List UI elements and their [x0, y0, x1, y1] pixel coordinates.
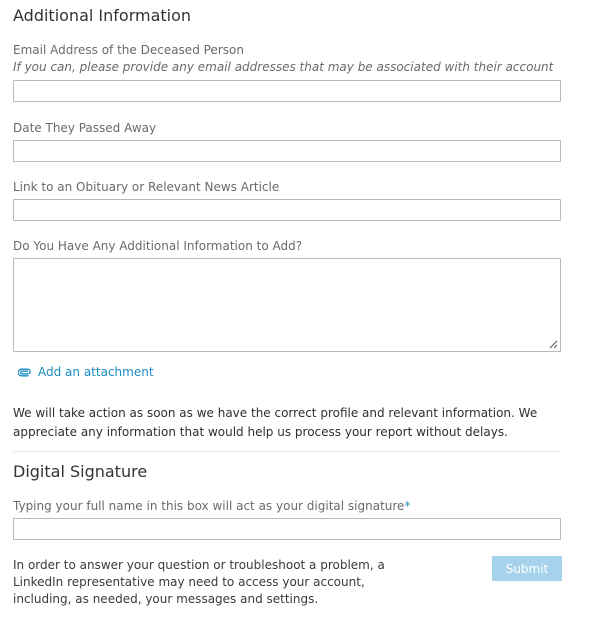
required-asterisk: * — [404, 499, 411, 513]
paperclip-icon — [18, 368, 31, 377]
signature-label-text: Typing your full name in this box will act as your digital signature — [13, 499, 405, 513]
date-passed-input[interactable] — [13, 140, 561, 162]
resize-grip-icon[interactable] — [548, 339, 558, 349]
add-attachment-label: Add an attachment — [38, 365, 154, 379]
obituary-link-input[interactable] — [13, 199, 561, 221]
submit-button[interactable]: Submit — [492, 556, 562, 581]
additional-information-heading: Additional Information — [13, 6, 192, 25]
signature-input[interactable] — [13, 518, 561, 540]
email-label: Email Address of the Deceased Person — [13, 43, 244, 57]
section-divider — [13, 451, 560, 452]
date-passed-label: Date They Passed Away — [13, 121, 157, 135]
signature-label — [13, 498, 410, 514]
email-hint: If you can, please provide any email addresses that may be associated with their account — [13, 60, 554, 74]
add-attachment-link[interactable] — [18, 364, 154, 380]
email-input[interactable] — [13, 80, 561, 102]
obituary-link-label: Link to an Obituary or Relevant News Article — [13, 180, 280, 194]
additional-info-textarea[interactable] — [13, 258, 561, 352]
digital-signature-heading: Digital Signature — [13, 462, 148, 481]
access-disclaimer: In order to answer your question or troubleshoot a problem, a LinkedIn representative may need to access your account, including, as needed, your messages and settings. — [13, 558, 385, 606]
additional-info-label: Do You Have Any Additional Information to Add? — [13, 239, 303, 253]
processing-notice: We will take action as soon as we have the correct profile and relevant information. We appreciate any information that would help us process your report without delays. — [13, 406, 538, 439]
